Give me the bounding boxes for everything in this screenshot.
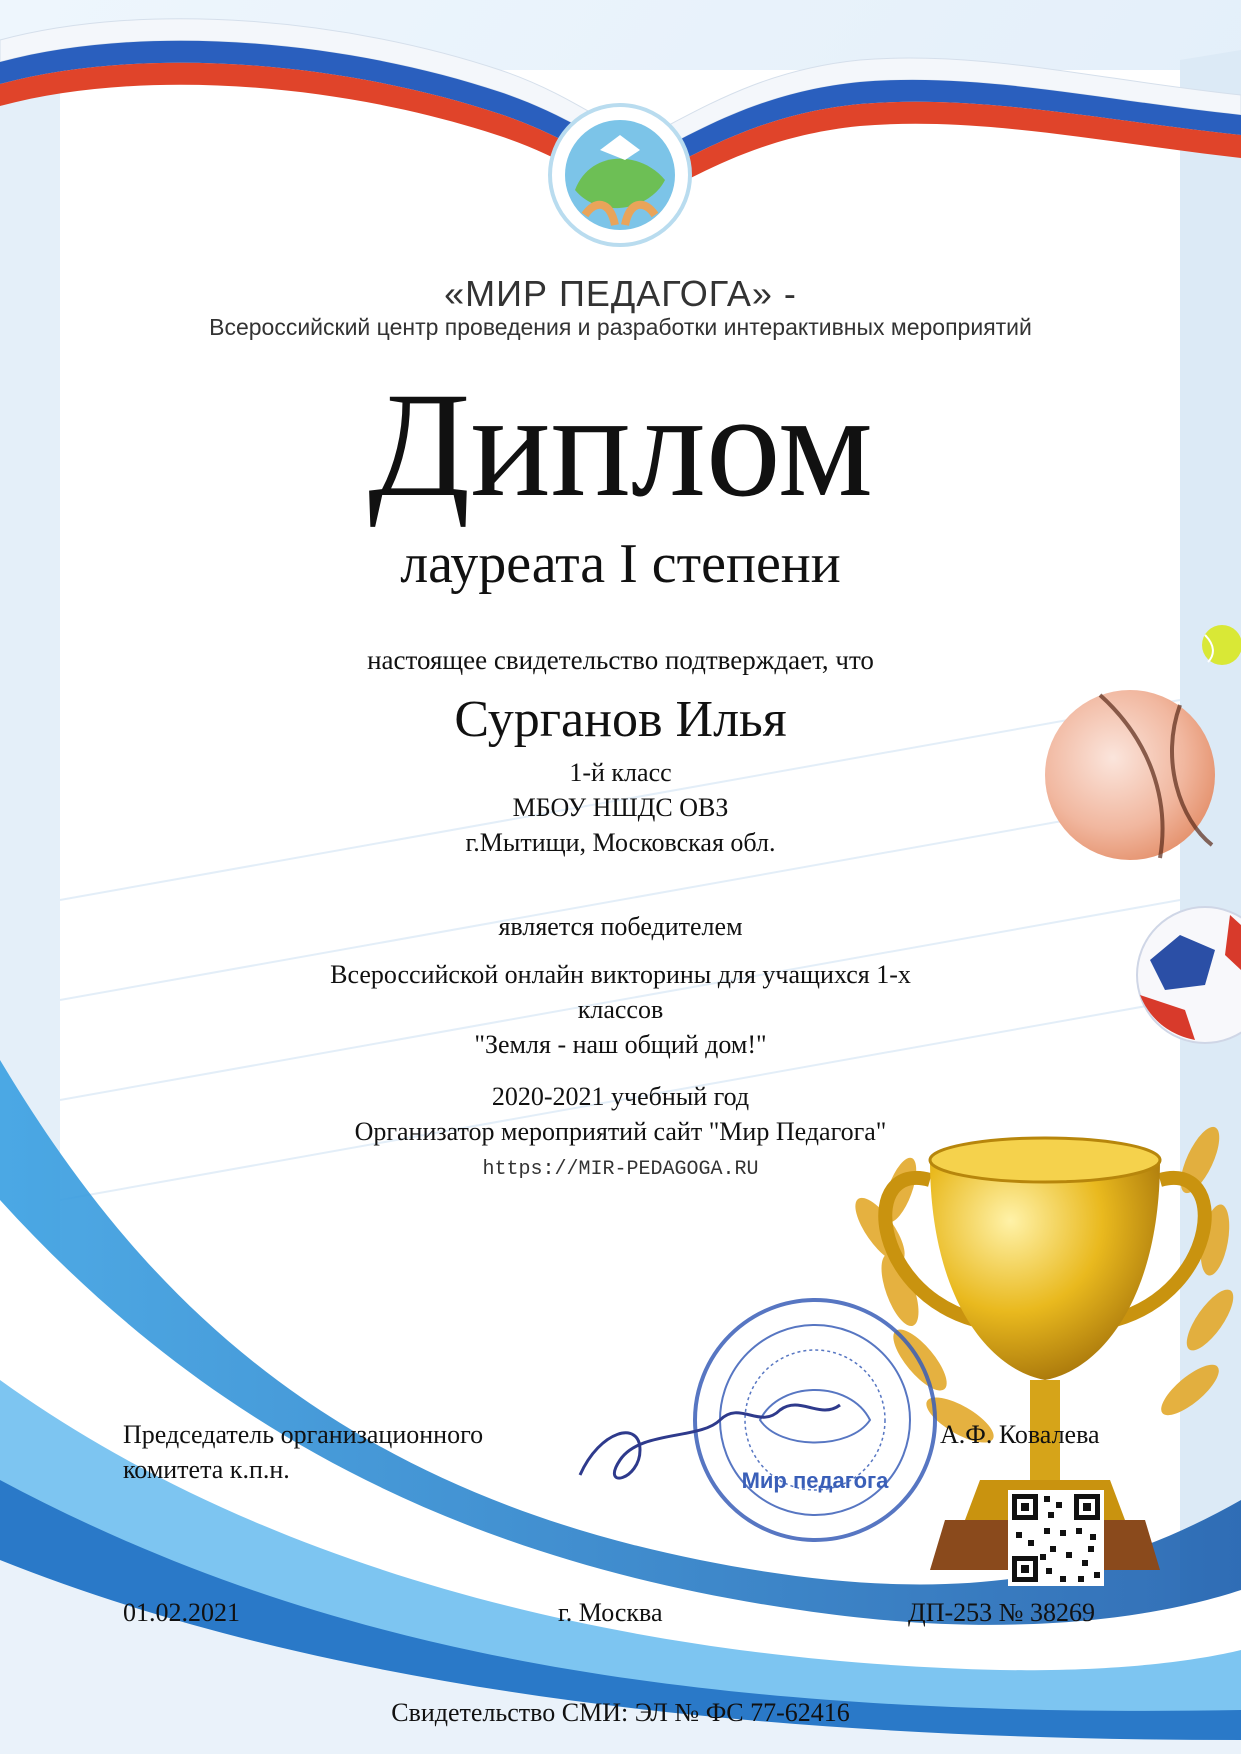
chair-title-line1: Председатель организационного [123,1420,484,1449]
diploma-title: Диплом [368,362,873,528]
logo-globe-dove [550,105,690,245]
event-title: "Земля - наш общий дом!" [474,1030,767,1059]
org-subtitle: Всероссийский центр проведения и разработки интерактивных мероприятий [209,314,1032,340]
stamp-inner-text: Мир педагога [741,1468,889,1493]
site-url: https://MIR-PEDAGOGA.RU [482,1158,759,1181]
school-year: 2020-2021 учебный год [491,1082,750,1111]
chair-name: А.Ф. Ковалева [940,1420,1100,1449]
event-line-2: классов [577,995,664,1024]
org-name: «МИР ПЕДАГОГА» - [444,273,797,314]
status-text: является победителем [498,912,743,941]
recipient-grade: 1-й класс [569,758,672,787]
document-number: ДП-253 № 38269 [908,1598,1095,1627]
recipient-school: МБОУ НШДС ОВЗ [512,793,729,822]
qr-code-icon [1008,1490,1104,1586]
diploma-degree: лауреата I степени [400,533,841,595]
recipient-city: г.Мытищи, Московская обл. [465,828,776,857]
recipient-name: Сурганов Илья [454,691,787,748]
organizer-text: Организатор мероприятий сайт "Мир Педагога" [354,1117,887,1146]
issue-city: г. Москва [558,1598,663,1627]
issue-date: 01.02.2021 [123,1598,240,1627]
confirm-text: настоящее свидетельство подтверждает, что [367,645,874,675]
media-certificate: Свидетельство СМИ: ЭЛ № ФС 77-62416 [391,1698,850,1727]
chair-title-line2: комитета к.п.н. [123,1455,290,1484]
event-line-1: Всероссийской онлайн викторины для учащихся 1-х [330,960,911,989]
